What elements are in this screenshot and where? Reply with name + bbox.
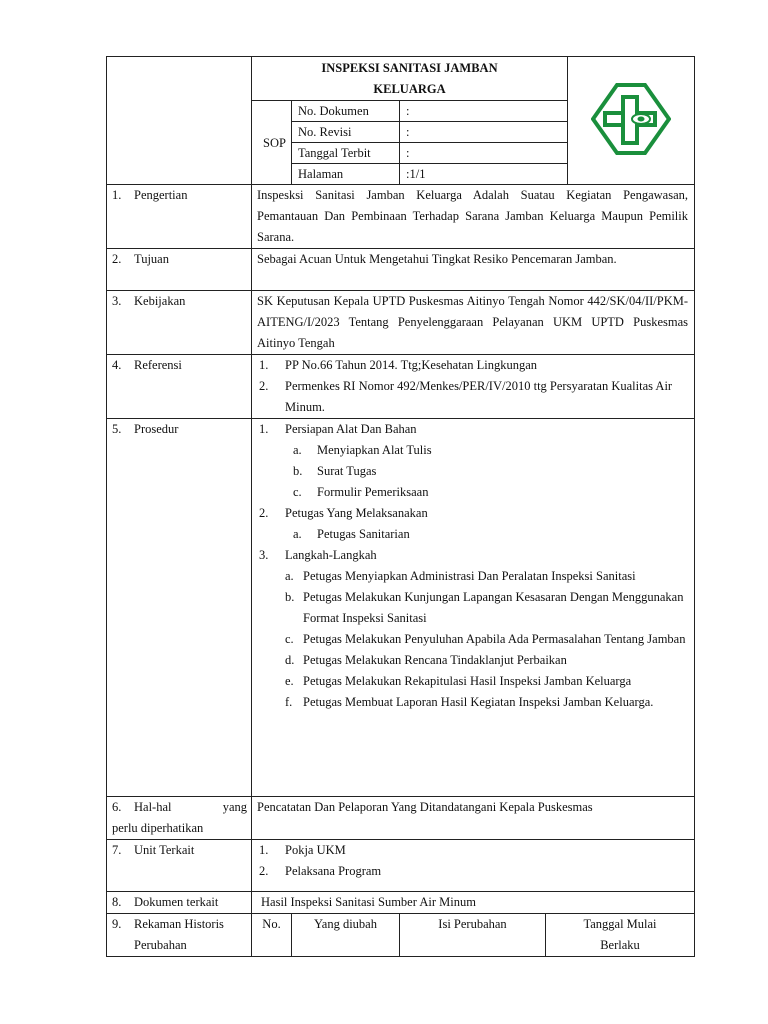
- list-item: 2. Permenkes RI Nomor 492/Menkes/PER/IV/2010 ttg Persyaratan Kualitas Air Minum.: [259, 379, 673, 414]
- prosedur-step-1: 1. Persiapan Alat Dan Bahan: [259, 422, 417, 436]
- sop-document: [106, 56, 694, 957]
- list-item: d. Petugas Melakukan Rencana Tindaklanjut Perbaikan: [285, 653, 567, 667]
- meta-value-tanggal-terbit: :: [400, 143, 568, 164]
- list-item: a. Petugas Menyiapkan Administrasi Dan Peralatan Inspeksi Sanitasi: [285, 569, 636, 583]
- history-col-isi-perubahan: Isi Perubahan: [400, 914, 546, 957]
- meta-label-no-revisi: No. Revisi: [292, 122, 400, 143]
- title-line-1: INSPEKSI SANITASI JAMBAN: [321, 61, 498, 75]
- label-tujuan: 2. Tujuan: [107, 249, 252, 291]
- list-item: b. Surat Tugas: [293, 464, 377, 478]
- label-prosedur: 5. Prosedur: [107, 419, 252, 797]
- list-item: b. Petugas Melakukan Kunjungan Lapangan Kesasaran Dengan Menggunakan Format Inspeksi Sanitasi: [285, 590, 684, 625]
- text-kebijakan: SK Keputusan Kepala UPTD Puskesmas Aitinyo Tengah Nomor 442/SK/04/II/PKM-AITENG/I/2023 Tentang Penyelenggaraan Pelayanan UKM UPTD Puskesmas Aitinyo Tengah: [252, 291, 695, 355]
- label-kebijakan: 3. Kebijakan: [107, 291, 252, 355]
- label-referensi: 4. Referensi: [107, 355, 252, 419]
- meta-value-halaman: :1/1: [400, 164, 568, 185]
- history-col-yang-diubah: Yang diubah: [292, 914, 400, 957]
- text-hal-hal: Pencatatan Dan Pelaporan Yang Ditandatangani Kepala Puskesmas: [252, 797, 695, 840]
- meta-value-no-dokumen: :: [400, 101, 568, 122]
- prosedur-list: [252, 419, 695, 797]
- sop-label: SOP: [252, 101, 292, 185]
- prosedur-step-3: 3. Langkah-Langkah: [259, 548, 377, 562]
- label-dokumen-terkait: 8. Dokumen terkait: [107, 892, 252, 914]
- text-tujuan: Sebagai Acuan Untuk Mengetahui Tingkat Resiko Pencemaran Jamban.: [252, 249, 695, 291]
- referensi-list: [252, 355, 695, 419]
- list-item: 1. Pokja UKM: [259, 843, 346, 857]
- label-rekaman-historis: 9. Rekaman Historis Perubahan: [107, 914, 252, 957]
- sop-table: [106, 56, 695, 957]
- unit-terkait-list: [252, 840, 695, 892]
- list-item: f. Petugas Membuat Laporan Hasil Kegiatan Inspeksi Jamban Keluarga.: [285, 695, 654, 709]
- list-item: a. Petugas Sanitarian: [293, 527, 410, 541]
- list-item: 1. PP No.66 Tahun 2014. Ttg;Kesehatan Lingkungan: [259, 358, 537, 372]
- history-col-tanggal-mulai-berlaku: Tanggal Mulai Berlaku: [546, 914, 695, 957]
- meta-label-tanggal-terbit: Tanggal Terbit: [292, 143, 400, 164]
- text-pengertian: Inspesksi Sanitasi Jamban Keluarga Adalah Suatau Kegiatan Pengawasan, Pemantauan Dan Pembinaan Terhadap Sarana Jamban Keluarga Maupun Pemilik Sarana.: [252, 185, 695, 249]
- history-col-no: No.: [252, 914, 292, 957]
- label-pengertian: 1. Pengertian: [107, 185, 252, 249]
- list-item: 2. Pelaksana Program: [259, 864, 382, 878]
- text-dokumen-terkait: Hasil Inspeksi Sanitasi Sumber Air Minum: [252, 892, 695, 914]
- title-line-2: KELUARGA: [373, 82, 446, 96]
- meta-label-no-dokumen: No. Dokumen: [292, 101, 400, 122]
- label-unit-terkait: 7. Unit Terkait: [107, 840, 252, 892]
- label-hal-hal: 6. Hal-hal yang perlu diperhatikan: [107, 797, 252, 840]
- logo-cell: [568, 57, 695, 185]
- list-item: a. Menyiapkan Alat Tulis: [293, 443, 432, 457]
- document-title: [252, 57, 568, 101]
- list-item: c. Formulir Pemeriksaan: [293, 485, 429, 499]
- prosedur-step-2: 2. Petugas Yang Melaksanakan: [259, 506, 428, 520]
- list-item: c. Petugas Melakukan Penyuluhan Apabila Ada Permasalahan Tentang Jamban: [285, 632, 686, 646]
- puskesmas-logo-icon: [591, 83, 671, 155]
- meta-label-halaman: Halaman: [292, 164, 400, 185]
- header-blank-cell: [107, 57, 252, 185]
- list-item: e. Petugas Melakukan Rekapitulasi Hasil Inspeksi Jamban Keluarga: [285, 674, 632, 688]
- meta-value-no-revisi: :: [400, 122, 568, 143]
